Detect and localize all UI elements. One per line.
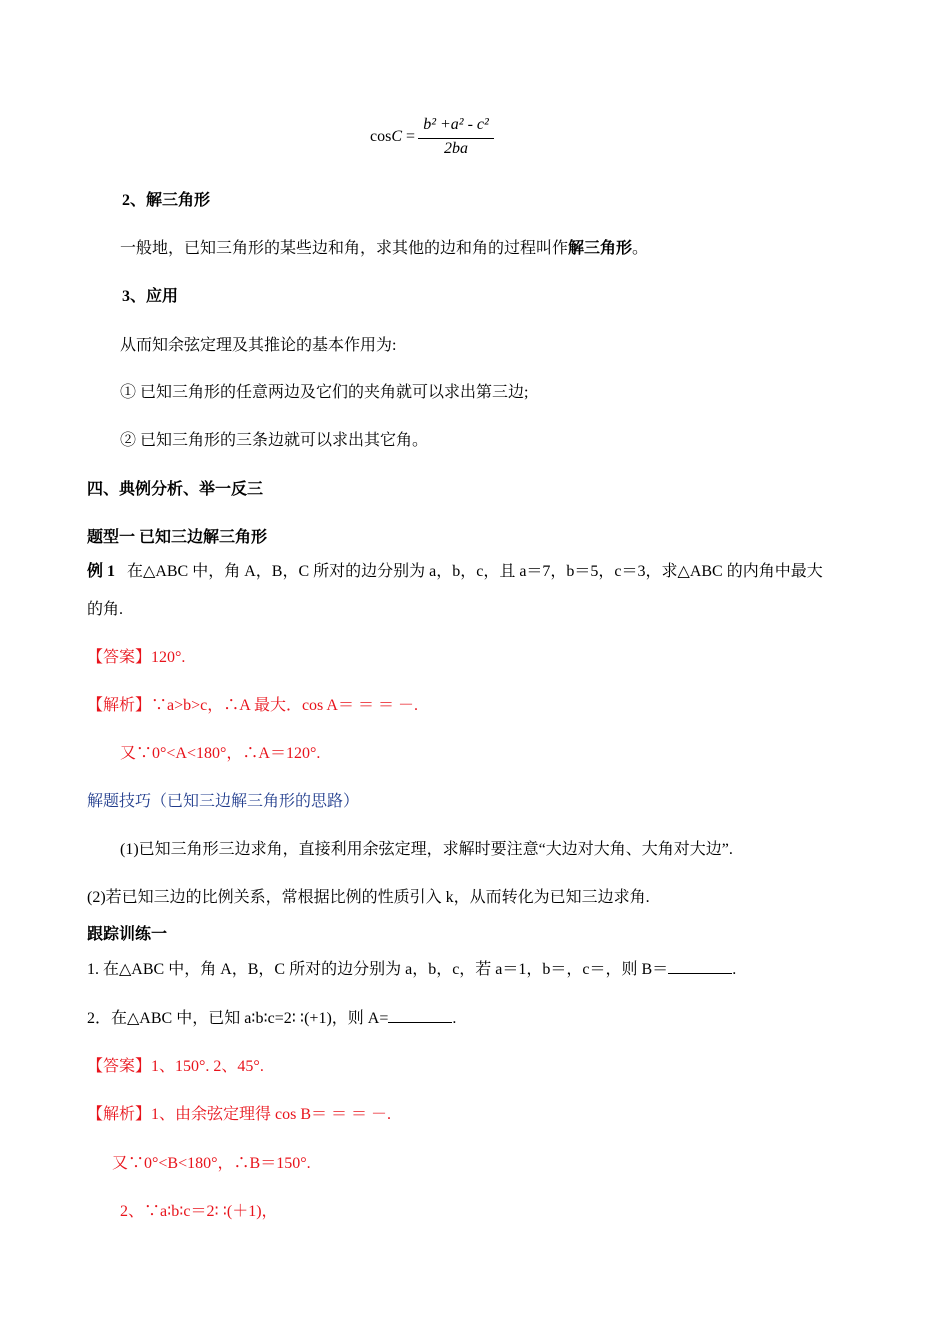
example-1: 例 1 在△ABC 中，角 A，B，C 所对的边分别为 a，b，c，且 a＝7，b＝5，c＝3，求△ABC 的内角中最大 [87, 563, 823, 580]
answer-blank[interactable] [388, 1008, 452, 1023]
formula-numerator: b² +a² - c² [423, 116, 489, 133]
practice-question-1: 1. 在△ABC 中，角 A，B，C 所对的边分别为 a，b，c，若 a＝1，b＝，c＝，则 B＝ . [87, 961, 737, 978]
example-1-cont: 的角. [87, 601, 124, 618]
analysis-2: 【解析】1、由余弦定理得 cos B＝ ＝ ＝ －. [87, 1106, 392, 1123]
part-4-heading: 四、典例分析、举一反三 [87, 481, 264, 498]
answer-1: 【答案】120°. [87, 649, 186, 666]
tips-para-1: (1)已知三角形三边求角，直接利用余弦定理，求解时要注意“大边对大角、大角对大边”. [120, 841, 733, 858]
section-3-item-2: ② 已知三角形的三条边就可以求出其它角。 [120, 432, 429, 449]
section-3-item-1: ① 已知三角形的任意两边及它们的夹角就可以求出第三边; [120, 384, 529, 401]
section-3-intro: 从而知余弦定理及其推论的基本作用为: [120, 337, 397, 354]
tips-heading: 解题技巧（已知三边解三角形的思路） [87, 793, 360, 810]
fraction-bar [418, 138, 494, 139]
section-3-heading: 3、应用 [122, 288, 179, 305]
section-2-body: 一般地，已知三角形的某些边和角，求其他的边和角的过程叫作解三角形。 [120, 240, 649, 257]
analysis-1: 【解析】∵a>b>c，∴A 最大．cos A＝ ＝ ＝ －. [87, 697, 418, 714]
formula-lhs: cosC = [370, 128, 416, 145]
analysis-1-line-2: 又∵0°<A<180°，∴A＝120°. [120, 745, 321, 762]
analysis-2-line-3: 2、∵a∶b∶c＝2∶ ∶(＋1)， [120, 1203, 278, 1220]
formula-denominator: 2ba [444, 140, 468, 157]
analysis-2-line-2: 又∵0°<B<180°，∴B＝150°. [112, 1155, 311, 1172]
answer-blank[interactable] [668, 959, 732, 974]
tips-para-2: (2)若已知三边的比例关系，常根据比例的性质引入 k，从而转化为已知三边求角. [87, 889, 650, 906]
section-2-heading: 2、解三角形 [122, 192, 211, 209]
type-1-heading: 题型一 已知三边解三角形 [87, 529, 268, 546]
answer-2: 【答案】1、150°. 2、45°. [87, 1058, 264, 1075]
practice-heading: 跟踪训练一 [87, 926, 168, 943]
practice-question-2: 2．在△ABC 中，已知 a∶b∶c=2∶ ∶(+1)，则 A= . [87, 1010, 457, 1027]
